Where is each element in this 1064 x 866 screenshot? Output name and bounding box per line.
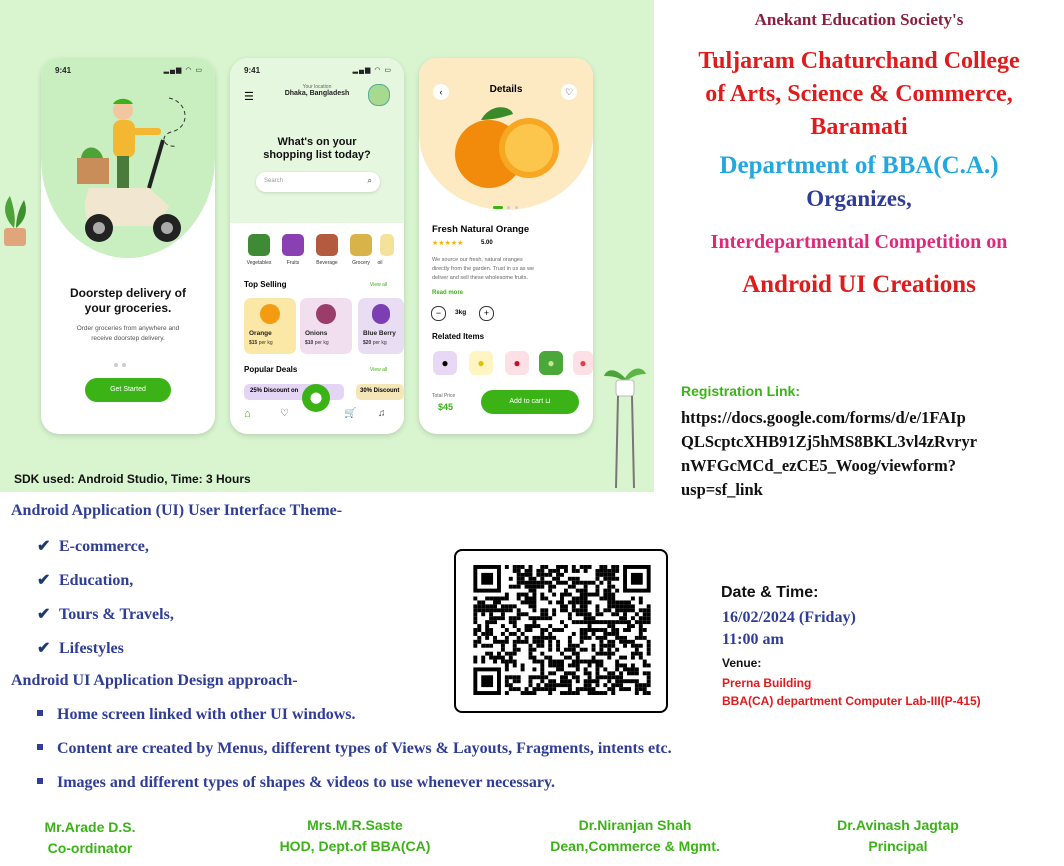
avatar[interactable] [368, 84, 390, 106]
product-price: $20 [363, 340, 372, 346]
delivery-scooter-illustration [59, 88, 199, 253]
registration-url-line: usp=sf_link [681, 480, 763, 499]
details-title: Details [489, 84, 523, 95]
product-card-orange[interactable] [244, 298, 296, 354]
college-name-line-3: Baramati [810, 114, 908, 140]
heart-icon[interactable]: ♡ [280, 408, 289, 419]
onion-icon [316, 304, 336, 324]
theme-item [37, 570, 133, 590]
menu-icon[interactable]: ☰ [244, 91, 254, 103]
total-price-value: $45 [438, 402, 454, 412]
description-line: We source our fresh, natural oranges [432, 257, 523, 263]
watermelon-icon[interactable]: ● [573, 351, 593, 375]
venue-line-2: BBA(CA) department Computer Lab-III(P-415) [722, 694, 981, 708]
bell-icon[interactable]: ♫ [378, 408, 386, 419]
registration-link[interactable] [681, 406, 977, 502]
grape-icon [372, 304, 390, 324]
description-line: deliver and sell these wholesome fruits. [432, 275, 528, 281]
status-icons: ▂▄▆ ◠ ▭ [352, 67, 392, 74]
lemon-icon[interactable]: ● [469, 351, 493, 375]
home-headline-2: shopping list today? [263, 149, 371, 161]
location-value[interactable]: Dhaka, Bangladesh [284, 90, 350, 97]
check-icon: ✔ [37, 606, 51, 623]
phone-home-screen [230, 58, 404, 434]
product-price: $15 [249, 340, 258, 346]
status-time: 9:41 [55, 66, 72, 75]
search-input[interactable] [256, 172, 380, 192]
qr-code-icon [472, 565, 652, 695]
product-price: $10 [305, 340, 314, 346]
avocado-icon[interactable]: ● [539, 351, 563, 375]
signatory-dean [530, 815, 740, 857]
get-started-button[interactable]: Get Started [85, 378, 171, 402]
heart-icon[interactable]: ♡ [561, 84, 577, 100]
bullet-icon [37, 710, 43, 716]
onboarding-subtext-1: Order groceries from anywhere and [76, 325, 180, 332]
phone-onboarding-screen [41, 58, 215, 434]
read-more-link[interactable]: Read more [432, 290, 464, 296]
approach-heading: Android UI Application Design approach- [11, 672, 298, 689]
search-icon: ⌕ [367, 176, 372, 185]
status-time: 9:41 [244, 66, 261, 75]
theme-item [37, 638, 124, 658]
registration-qr-code[interactable] [454, 549, 668, 713]
cherry-icon[interactable]: ● [505, 351, 529, 375]
theme-item-label: Tours & Travels, [59, 606, 174, 623]
signatory-name: Dr.Avinash Jagtap [837, 817, 959, 833]
venue-line-1: Prerna Building [722, 676, 812, 690]
signatory-coordinator [20, 817, 160, 859]
app-mockup-banner [0, 0, 654, 492]
check-icon: ✔ [37, 572, 51, 589]
search-placeholder: Search [264, 178, 284, 184]
society-name: Anekant Education Society's [754, 10, 964, 29]
onboarding-headline-1: Doorstep delivery of [69, 286, 187, 300]
approach-item [37, 706, 356, 724]
product-unit: per kg [314, 340, 329, 346]
category-label: oil [377, 260, 383, 266]
approach-item [37, 740, 672, 758]
signatory-name: Dr.Niranjan Shah [578, 817, 692, 833]
popular-deals-heading: Popular Deals [244, 365, 298, 374]
plant-right-icon [600, 360, 650, 490]
registration-url-line: nWFGcMCd_ezCE5_Woog/viewform? [681, 456, 956, 475]
check-icon: ✔ [37, 538, 51, 555]
deal-text: 30% Discount [360, 388, 400, 394]
image-page-indicator [493, 196, 518, 214]
status-icons: ▂▄▆ ◠ ▭ [163, 67, 203, 74]
onboarding-headline-2: your groceries. [84, 301, 172, 315]
description-line: directly from the garden. Trust in us as we [432, 266, 535, 272]
minus-button[interactable]: − [431, 306, 446, 321]
registration-url-line: QLScptcXHB91Zj5hMS8BKL3vl4zRvryr [681, 432, 978, 451]
quantity-value: 3kg [455, 309, 467, 316]
theme-heading: Android Application (UI) User Interface Theme- [11, 502, 343, 519]
cart-icon: ⊔ [545, 398, 551, 405]
total-price-label: Total Price [432, 393, 456, 399]
rating-stars: ★★★★★ [432, 240, 464, 247]
venue-label: Venue: [722, 656, 762, 670]
signatory-role: Dean,Commerce & Mgmt. [550, 838, 720, 854]
category-label: Fruits [286, 260, 300, 266]
category-grocery-icon[interactable] [350, 234, 372, 256]
plant-left-icon [0, 188, 30, 248]
organizes-text: Organizes, [806, 186, 912, 211]
category-vegetables-icon[interactable] [248, 234, 270, 256]
phone-details-screen [419, 58, 593, 434]
home-icon[interactable]: ⌂ [244, 408, 251, 420]
rating-value: 5.00 [481, 240, 493, 246]
registration-url-line: https://docs.google.com/forms/d/e/1FAIp [681, 408, 966, 427]
event-title: Android UI Creations [742, 271, 976, 298]
category-label: Beverage [316, 260, 338, 266]
product-unit: per kg [372, 340, 387, 346]
top-selling-heading: Top Selling [244, 280, 287, 289]
add-to-cart-button[interactable] [481, 390, 579, 414]
bullet-icon [37, 778, 43, 784]
signatory-role: Co-ordinator [47, 840, 133, 856]
category-label: Grocery [352, 260, 370, 266]
event-time: 11:00 am [722, 631, 784, 648]
signatory-name: Mrs.M.R.Saste [307, 817, 403, 833]
category-label: Vegetables [246, 260, 272, 266]
location-label: Your location [302, 84, 332, 90]
location-pin-icon[interactable]: ⬤ [302, 384, 330, 412]
theme-item [37, 604, 174, 624]
signatory-name: Mr.Arade D.S. [44, 819, 136, 835]
theme-item-label: E-commerce, [59, 538, 149, 555]
bullet-icon [37, 744, 43, 750]
college-name-line-1: Tuljaram Chaturchand College [698, 48, 1020, 74]
theme-item-label: Lifestyles [59, 640, 124, 657]
deal-card[interactable] [356, 384, 404, 400]
signatory-role: Principal [868, 838, 928, 854]
product-unit: per kg [258, 340, 273, 346]
category-beverage-icon[interactable] [316, 234, 338, 256]
onboarding-subtext-2: receive doorstep delivery. [91, 335, 165, 342]
check-icon: ✔ [37, 640, 51, 657]
sdk-note: SDK used: Android Studio, Time: 3 Hours [14, 472, 251, 486]
grape-icon[interactable]: ● [433, 351, 457, 375]
signatory-hod [255, 815, 455, 857]
date-time-label: Date & Time: [721, 584, 819, 601]
product-name: Onions [305, 330, 328, 337]
back-arrow-icon[interactable]: ‹ [433, 84, 449, 100]
orange-fruit-image [451, 102, 563, 192]
product-name: Orange [249, 330, 272, 337]
theme-item [37, 536, 149, 556]
college-name-line-2: of Arts, Science & Commerce, [705, 81, 1013, 107]
deal-text: 25% Discount on [250, 388, 299, 394]
product-card-blueberry[interactable] [358, 298, 404, 354]
approach-item [37, 774, 555, 792]
approach-item-label: Home screen linked with other UI windows. [57, 706, 356, 723]
related-items-heading: Related Items [432, 332, 485, 341]
approach-item-label: Images and different types of shapes & videos to use whenever necessary. [57, 774, 556, 791]
product-title: Fresh Natural Orange [432, 224, 530, 235]
home-headline-1: What's on your [277, 136, 357, 148]
orange-icon [260, 304, 280, 324]
view-all-link[interactable]: View all [370, 367, 388, 373]
event-date: 16/02/2024 (Friday) [722, 609, 856, 626]
page-indicator [114, 354, 142, 358]
competition-line: Interdepartmental Competition on [710, 231, 1008, 253]
category-fruits-icon[interactable] [282, 234, 304, 256]
registration-label: Registration Link: [681, 383, 801, 399]
approach-item-label: Content are created by Menus, different types of Views & Layouts, Fragments, intents etc. [57, 740, 672, 757]
signatory-role: HOD, Dept.of BBA(CA) [279, 838, 431, 854]
cart-icon[interactable]: 🛒 [344, 408, 357, 419]
view-all-link[interactable]: View all [370, 282, 388, 288]
department-name: Department of BBA(C.A.) [719, 152, 999, 179]
signatory-principal [808, 815, 988, 857]
add-to-cart-label: Add to cart [509, 398, 544, 405]
theme-item-label: Education, [59, 572, 134, 589]
category-oil-icon[interactable] [380, 234, 394, 256]
plus-button[interactable]: + [479, 306, 494, 321]
product-card-onions[interactable] [300, 298, 352, 354]
product-name: Blue Berry [363, 330, 396, 337]
